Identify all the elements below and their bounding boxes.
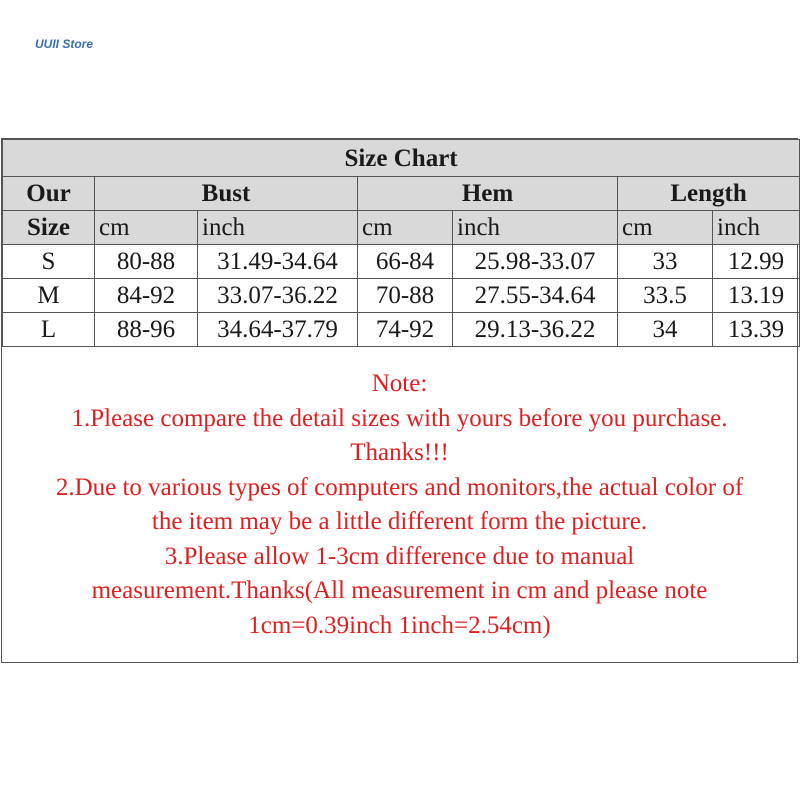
note-line: Note:	[371, 370, 428, 397]
size-chart-sheet	[1, 138, 798, 663]
unit-header: inch	[713, 211, 800, 245]
value-cell: 70-88	[358, 279, 453, 313]
note-line: 3.Please allow 1-3cm difference due to manual	[164, 542, 635, 570]
value-cell: 27.55-34.64	[453, 279, 618, 313]
value-cell: 34	[618, 313, 713, 347]
table-row	[3, 245, 800, 279]
group-header-hem: Hem	[358, 177, 618, 211]
note-line: the item may be a little different form the picture.	[151, 508, 648, 535]
value-cell: 74-92	[358, 313, 453, 347]
value-cell: 80-88	[95, 245, 198, 279]
note-line: 1cm=0.39inch 1inch=2.54cm)	[248, 611, 551, 639]
value-cell: 33	[618, 245, 713, 279]
table-title: Size Chart	[3, 140, 800, 177]
size-header-size: Size	[3, 211, 95, 245]
unit-header: cm	[618, 211, 713, 245]
unit-header: inch	[453, 211, 618, 245]
value-cell: 88-96	[95, 313, 198, 347]
note-line: 2.Due to various types of computers and monitors,the actual color of	[55, 473, 744, 501]
group-header-bust: Bust	[95, 177, 358, 211]
unit-header: cm	[95, 211, 198, 245]
value-cell: 33.07-36.22	[198, 279, 358, 313]
store-brand: UUII Store	[35, 37, 94, 51]
group-header-length: Length	[618, 177, 800, 211]
size-cell: S	[3, 245, 95, 279]
size-cell: L	[3, 313, 95, 347]
value-cell: 13.39	[713, 313, 800, 347]
size-chart-table	[2, 139, 800, 347]
size-header-our: Our	[3, 177, 95, 211]
value-cell: 12.99	[713, 245, 800, 279]
value-cell: 84-92	[95, 279, 198, 313]
note-line: 1.Please compare the detail sizes with yours before you purchase.	[71, 404, 728, 432]
table-row	[3, 279, 800, 313]
unit-header: cm	[358, 211, 453, 245]
value-cell: 33.5	[618, 279, 713, 313]
notes-section	[2, 347, 797, 643]
note-line: measurement.Thanks(All measurement in cm and please note	[91, 577, 708, 604]
value-cell: 25.98-33.07	[453, 245, 618, 279]
note-line: Thanks!!!	[350, 439, 449, 466]
value-cell: 66-84	[358, 245, 453, 279]
unit-header: inch	[198, 211, 358, 245]
size-cell: M	[3, 279, 95, 313]
value-cell: 34.64-37.79	[198, 313, 358, 347]
value-cell: 31.49-34.64	[198, 245, 358, 279]
value-cell: 29.13-36.22	[453, 313, 618, 347]
table-row	[3, 313, 800, 347]
value-cell: 13.19	[713, 279, 800, 313]
